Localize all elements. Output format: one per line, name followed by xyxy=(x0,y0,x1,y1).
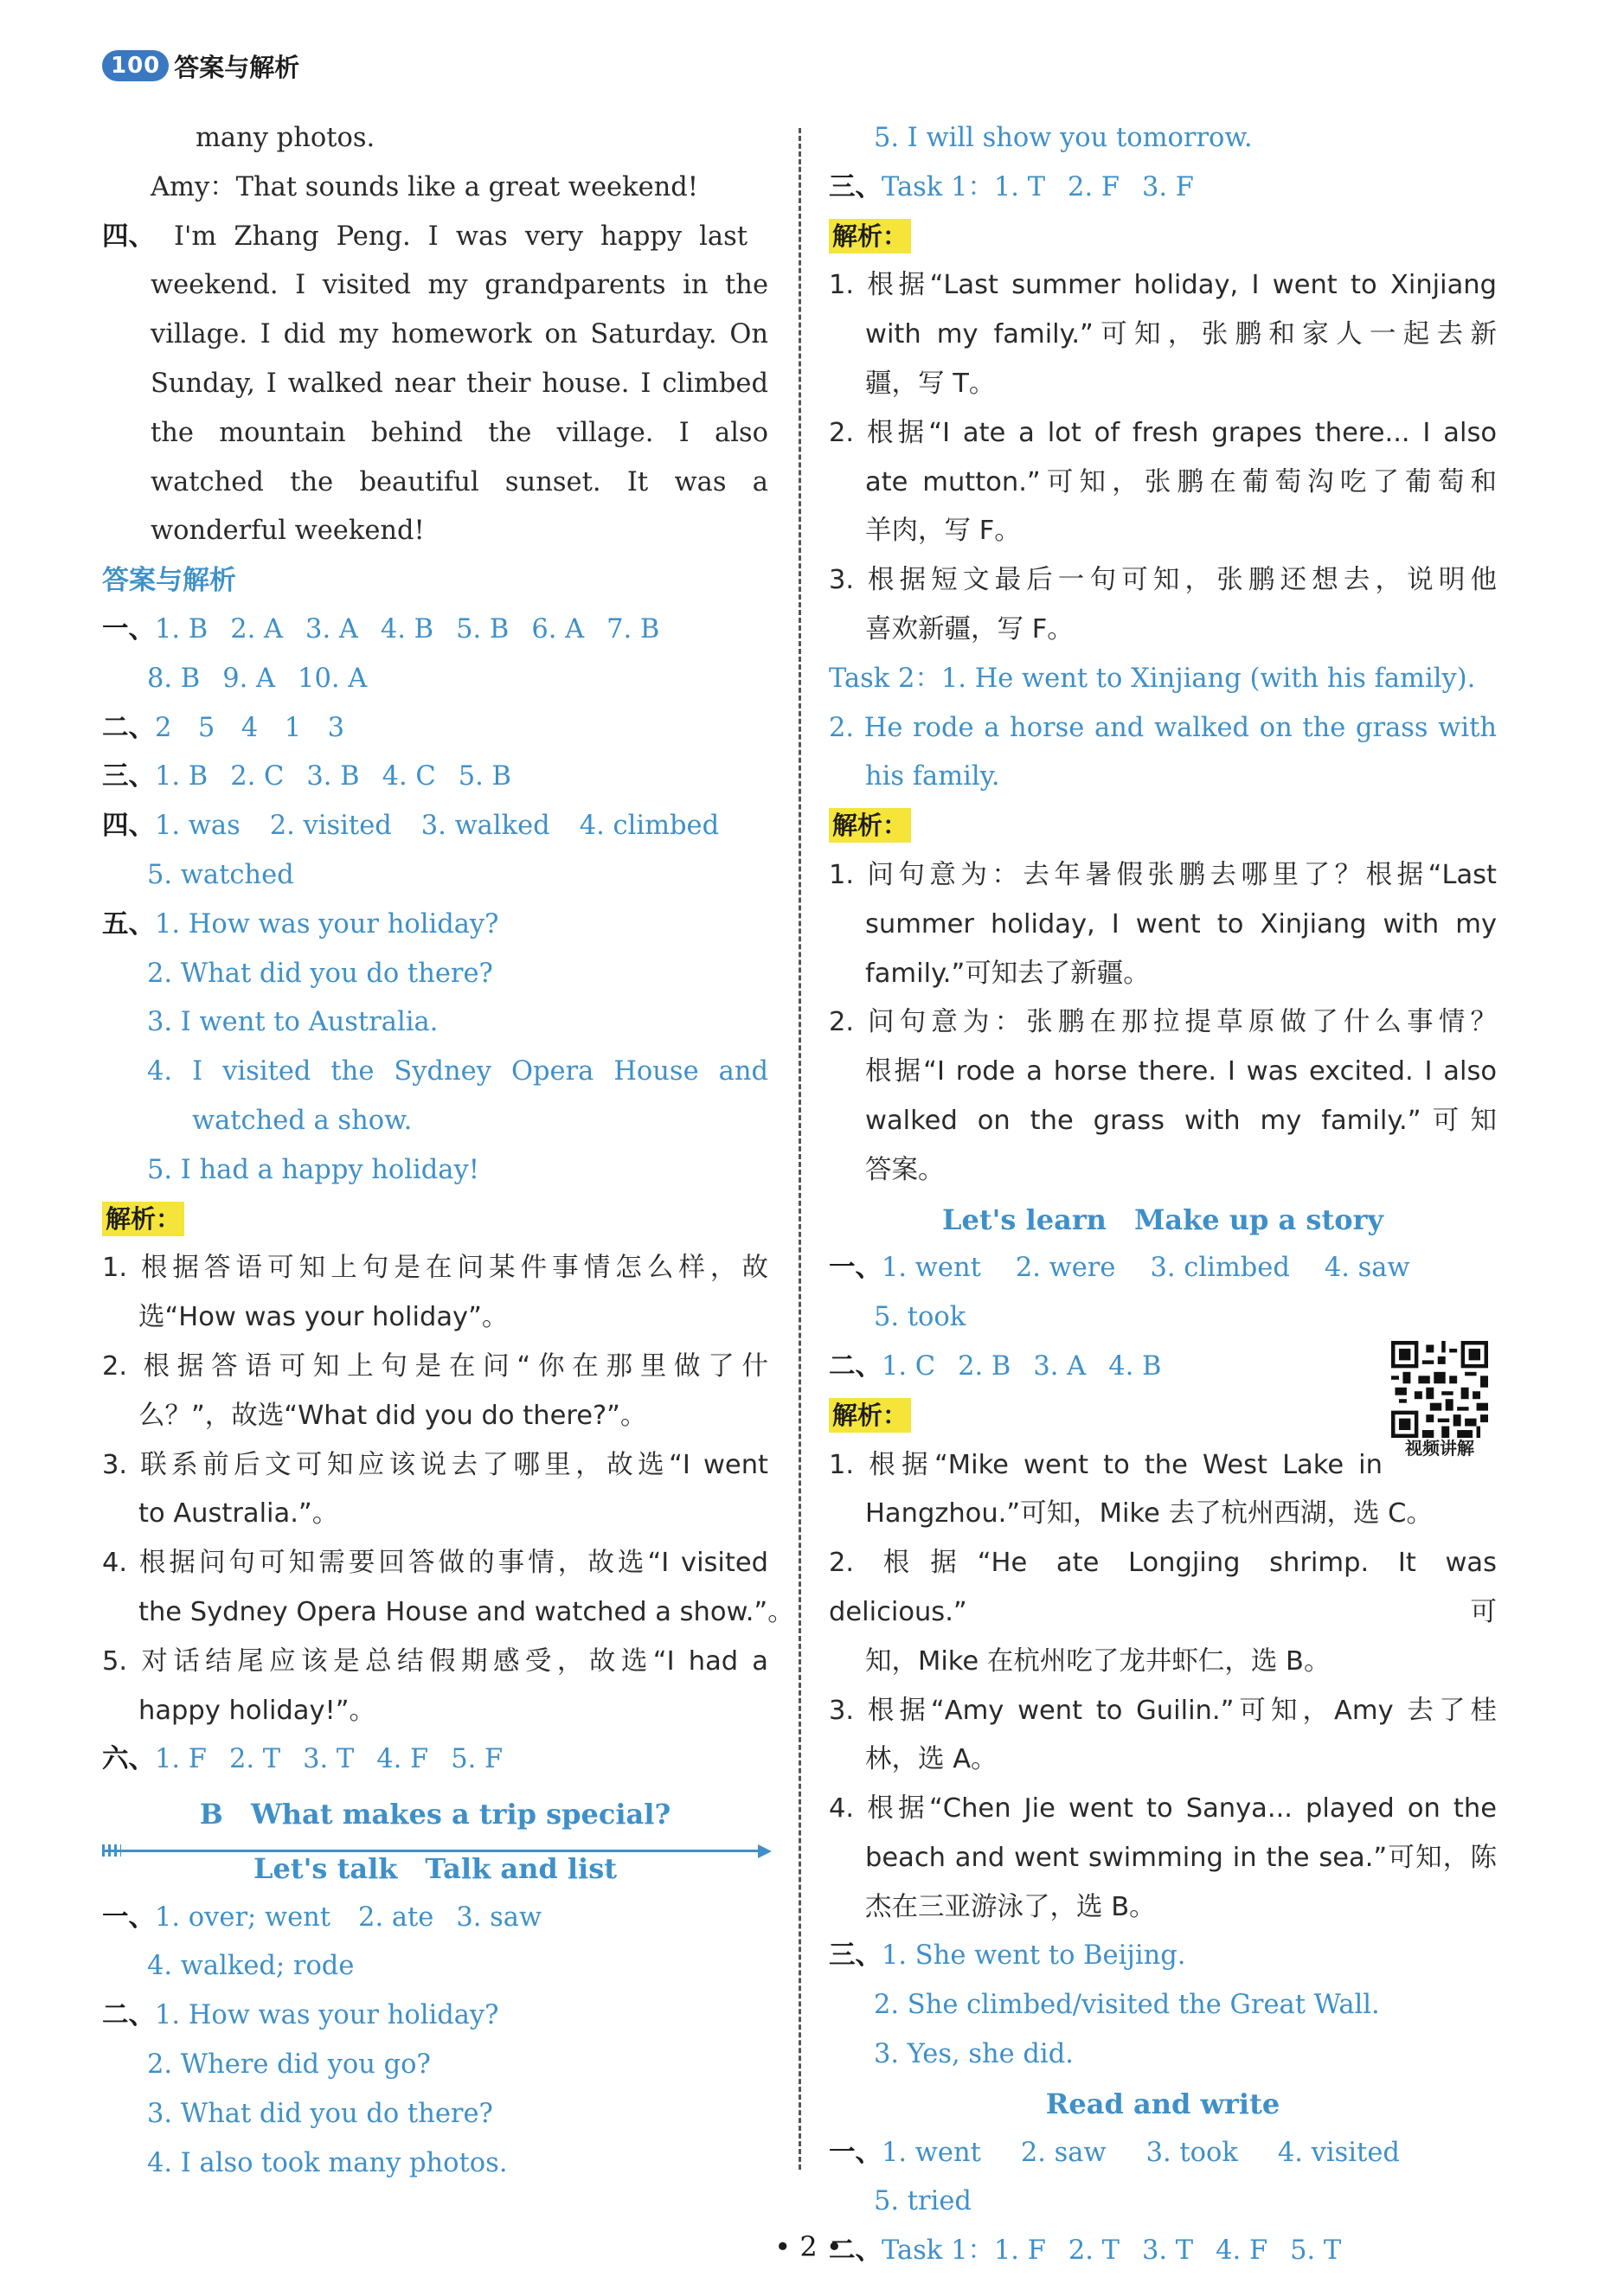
answer-heading: 答案与解析 xyxy=(102,565,236,597)
analysis-line: to Australia.”。 xyxy=(138,1498,339,1530)
analysis-line: 林，选 A。 xyxy=(865,1744,998,1775)
answer-item: 1. F xyxy=(155,1744,207,1775)
passage-line: many photos. xyxy=(196,123,375,153)
answer-row: 4. I visited the Sydney Opera House and xyxy=(147,1056,768,1087)
answer-item: 4. B xyxy=(380,613,434,645)
analysis-line: happy holiday!”。 xyxy=(138,1695,376,1726)
answer-item: 8. B xyxy=(147,663,201,694)
analysis-label: 解析： xyxy=(102,1202,184,1236)
answer-item: 2. ate xyxy=(358,1902,434,1933)
answer-item: 7. B xyxy=(606,613,660,645)
answer-row: 5. tried xyxy=(874,2186,972,2217)
answer-row xyxy=(102,704,768,754)
section-mark: 五、 xyxy=(102,908,155,940)
section-mark: 二、 xyxy=(102,712,155,743)
passage-text: I'm Zhang Peng. I was very happy last xyxy=(174,221,748,252)
answer-row: 5. I will show you tomorrow. xyxy=(874,123,1253,153)
answer-row xyxy=(102,753,768,802)
answer-item: 5. B xyxy=(456,613,510,645)
answer-item: 5. T xyxy=(1290,2235,1342,2267)
analysis-line: 3. 根据“Amy went to Guilin.”可知，Amy 去了桂 xyxy=(829,1695,1497,1726)
analysis-line: 2. 根据“I ate a lot of fresh grapes there... I also xyxy=(829,417,1497,448)
analysis-line: 答案。 xyxy=(865,1154,945,1185)
answer-row xyxy=(102,606,768,655)
answer-item: 6. A xyxy=(531,613,585,645)
analysis-line: 1. 根据“Mike went to the West Lake in xyxy=(829,1449,1383,1480)
answer-item: 3. took xyxy=(1145,2137,1238,2168)
answer-row: 4. I also took many photos. xyxy=(147,2147,508,2178)
read-write-heading: Read and write xyxy=(1045,2087,1280,2120)
answer-item: 1. went xyxy=(882,2137,981,2168)
answer-item: 1. F xyxy=(993,2235,1046,2267)
analysis-line: 杰在三亚游泳了，选 B。 xyxy=(865,1891,1156,1922)
answer-item: 3. climbed xyxy=(1150,1253,1290,1284)
answer-row: watched a show. xyxy=(192,1105,413,1136)
answer-item: 3. saw xyxy=(456,1902,542,1933)
answer-row xyxy=(102,901,768,950)
answer-row xyxy=(829,2129,1497,2178)
analysis-line: 4. 根据“Chen Jie went to Sanya... played on the xyxy=(829,1793,1497,1825)
answer-item: 3. F xyxy=(1142,171,1194,202)
section-mark: 三、 xyxy=(102,761,155,792)
answer-item: 4. B xyxy=(1108,1350,1162,1382)
analysis-line: beach and went swimming in the sea.”可知，陈 xyxy=(865,1842,1497,1873)
section-mark: 四、 xyxy=(102,221,155,252)
answer-item: 5. B xyxy=(458,761,511,792)
analysis-line: 1. 根据答语可知上句是在问某件事情怎么样，故 xyxy=(102,1253,768,1284)
analysis-line: 羊肉，写 F。 xyxy=(865,516,1021,547)
analysis-line: 2. 问句意为：张鹏在那拉提草原做了什么事情？ xyxy=(829,1007,1497,1038)
section-mark: 一、 xyxy=(829,2137,882,2168)
page-number: • 2 • xyxy=(774,2230,843,2263)
answer-row xyxy=(102,655,768,704)
left-column xyxy=(102,114,794,2188)
answer-item: 3. B xyxy=(306,761,360,792)
answer-row: 5. watched xyxy=(147,859,294,890)
passage-line: village. I did my homework on Saturday. On xyxy=(151,319,768,350)
analysis-line: 1. 问句意为：去年暑假张鹏去哪里了？根据“Last xyxy=(829,859,1497,890)
analysis-line: summer holiday, I went to Xinjiang with my xyxy=(865,908,1497,940)
answer-row: his family. xyxy=(865,761,1000,792)
answer-item: 2. B xyxy=(958,1350,1011,1382)
analysis-line: 2. 根据答语可知上句是在问“你在那里做了什 xyxy=(102,1350,768,1382)
header-title: 答案与解析 xyxy=(174,52,300,82)
section-mark: 三、 xyxy=(829,1940,882,1972)
section-mark: 二、 xyxy=(829,2235,882,2267)
passage-line: wonderful weekend! xyxy=(151,516,425,547)
passage-line: weekend. I visited my grandparents in the xyxy=(151,270,768,301)
answer-item: 4. saw xyxy=(1324,1253,1410,1284)
answer-item: 1. B xyxy=(155,761,209,792)
answer-item: 1. She went to Beijing. xyxy=(882,1940,1186,1972)
answer-item: 2. T xyxy=(1068,2235,1120,2267)
analysis-label: 解析： xyxy=(829,1398,911,1433)
answer-item: 1. T xyxy=(993,171,1046,202)
answer-row xyxy=(102,1735,768,1785)
answer-item: 1. C xyxy=(882,1350,936,1382)
answer-row: Task 2：1. He went to Xinjiang (with his family). xyxy=(829,663,1476,694)
analysis-label-row xyxy=(102,1196,768,1245)
analysis-line: 4. 根据问句可知需要回答做的事情，故选“I visited xyxy=(102,1548,768,1579)
analysis-label: 解析： xyxy=(829,219,911,253)
right-column xyxy=(829,114,1497,2276)
page-header xyxy=(102,48,299,83)
answer-row xyxy=(102,802,768,851)
task-label: Task 1： xyxy=(882,171,994,202)
answer-item: 2. A xyxy=(230,613,284,645)
analysis-line: 3. 联系前后文可知应该说去了哪里，故选“I went xyxy=(102,1449,768,1480)
answer-item: 1. went xyxy=(882,1253,981,1284)
analysis-line: walked on the grass with my family.”可知 xyxy=(865,1105,1497,1136)
answer-item: 3. T xyxy=(303,1744,355,1775)
section-mark: 一、 xyxy=(102,1902,155,1933)
answer-item: 10. A xyxy=(298,663,368,694)
answer-row: 3. What did you do there? xyxy=(147,2098,493,2129)
answer-row: 5. I had a happy holiday! xyxy=(147,1154,479,1185)
analysis-line: 1. 根据“Last summer holiday, I went to Xinjiang xyxy=(829,270,1497,301)
answer-item: 3. A xyxy=(305,613,358,645)
analysis-line: with my family.”可知，张鹏和家人一起去新 xyxy=(865,319,1497,350)
answer-item: 1. B xyxy=(155,613,209,645)
answer-item: 2. visited xyxy=(269,811,392,842)
section-mark: 四、 xyxy=(102,811,155,842)
answer-row: 3. I went to Australia. xyxy=(147,1007,439,1038)
answer-item: 2. were xyxy=(1015,1253,1116,1284)
section-mark: 二、 xyxy=(829,1350,882,1382)
passage-line: watched the beautiful sunset. It was a xyxy=(151,466,768,497)
answer-item: 1. over; went xyxy=(155,1902,331,1933)
analysis-label-row xyxy=(829,213,1497,262)
answer-item: 3. T xyxy=(1142,2235,1194,2267)
passage-line: Sunday, I walked near their house. I climbed xyxy=(151,368,768,399)
section-mark: 一、 xyxy=(829,1253,882,1284)
answer-item: 9. A xyxy=(222,663,276,694)
passage-line: Amy：That sounds like a great weekend! xyxy=(151,171,699,202)
analysis-line: Hangzhou.”可知，Mike 去了杭州西湖，选 C。 xyxy=(865,1498,1433,1530)
answer-row: 4. walked; rode xyxy=(147,1951,355,1982)
answer-item: 4. visited xyxy=(1277,2137,1400,2168)
analysis-label-row xyxy=(829,802,1497,851)
answer-item: 2 5 4 1 3 xyxy=(155,712,345,743)
answer-row xyxy=(102,1894,768,1943)
answer-item: 4. F xyxy=(376,1744,429,1775)
answer-item: 1. How was your holiday? xyxy=(155,2000,499,2031)
answer-item: 1. was xyxy=(155,811,241,842)
section-b-title: B What makes a trip special? xyxy=(199,1798,671,1831)
analysis-line: 知，Mike 在杭州吃了龙井虾仁，选 B。 xyxy=(865,1645,1331,1677)
answer-row xyxy=(829,1932,1497,1981)
column-divider xyxy=(799,128,801,2170)
analysis-line: the Sydney Opera House and watched a show.”。 xyxy=(138,1596,794,1627)
analysis-line: 喜欢新疆，写 F。 xyxy=(865,613,1074,645)
lets-learn-heading: Let's learn Make up a story xyxy=(941,1203,1384,1236)
section-mark: 三、 xyxy=(829,171,882,202)
answer-item: 1. How was your holiday? xyxy=(155,908,499,940)
task-label: Task 1： xyxy=(882,2235,994,2267)
answer-item: 2. saw xyxy=(1020,2137,1107,2168)
analysis-label: 解析： xyxy=(829,808,911,843)
answer-row: 2. What did you do there? xyxy=(147,958,493,989)
answer-item: 4. F xyxy=(1216,2235,1268,2267)
answer-item: 2. C xyxy=(230,761,285,792)
analysis-line: 5. 对话结尾应该是总结假期感受，故选“I had a xyxy=(102,1645,768,1677)
analysis-line: 选“How was your holiday”。 xyxy=(138,1302,509,1333)
answer-row xyxy=(829,164,1497,213)
answer-item: 5. F xyxy=(451,1744,504,1775)
answer-row xyxy=(102,1991,768,2041)
answer-item: 2. T xyxy=(228,1744,281,1775)
passage-line: the mountain behind the village. I also xyxy=(151,417,768,448)
answer-item: 4. C xyxy=(382,761,436,792)
section-b-subtitle: Let's talk Talk and list xyxy=(253,1851,618,1885)
passage-line xyxy=(102,213,768,262)
qr-caption: 视频讲解 xyxy=(1405,1437,1474,1459)
analysis-line: family.”可知去了新疆。 xyxy=(865,958,1150,989)
analysis-line: 么？”，故选“What did you do there?”。 xyxy=(138,1400,647,1431)
analysis-line: 疆，写 T。 xyxy=(865,368,996,399)
section-mark: 六、 xyxy=(102,1744,155,1775)
analysis-line: 根据“I rode a horse there. I was excited. I also xyxy=(865,1056,1497,1087)
answer-item: 2. F xyxy=(1068,171,1120,202)
brand-logo: 100 xyxy=(102,50,169,81)
analysis-line: 3. 根据短文最后一句可知，张鹏还想去，说明他 xyxy=(829,565,1497,596)
section-mark: 一、 xyxy=(102,613,155,645)
analysis-line: ate mutton.”可知，张鹏在葡萄沟吃了葡萄和 xyxy=(865,466,1497,497)
section-mark: 二、 xyxy=(102,2000,155,2031)
answer-row: 2. Where did you go? xyxy=(147,2049,431,2081)
answer-row: 3. Yes, she did. xyxy=(874,2039,1074,2070)
answer-row: 2. She climbed/visited the Great Wall. xyxy=(874,1990,1380,2021)
answer-row: 2. He rode a horse and walked on the grass with xyxy=(829,712,1497,743)
analysis-label-row xyxy=(829,1392,1497,1441)
answer-row: 5. took xyxy=(874,1302,966,1333)
answer-item: 3. A xyxy=(1033,1350,1087,1382)
answer-row xyxy=(829,1244,1497,1293)
analysis-line: 2. 根据“He ate Longjing shrimp. It was delicious.”可 xyxy=(829,1548,1497,1627)
answer-item: 3. walked xyxy=(420,811,550,842)
answer-item: 4. climbed xyxy=(579,811,720,842)
